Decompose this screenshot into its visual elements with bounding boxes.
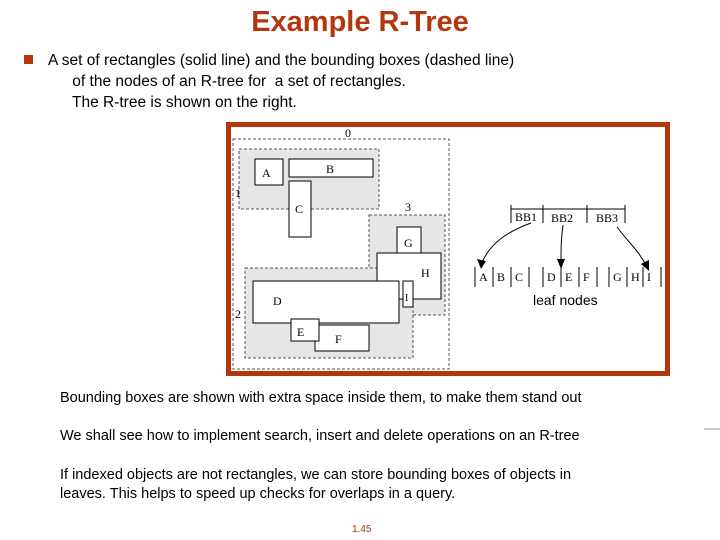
leaf-entry-g: G bbox=[613, 270, 622, 284]
bullet-line: of the nodes of an R-tree for a set of rectangles. bbox=[68, 73, 406, 90]
rect-b-label: B bbox=[326, 162, 335, 176]
bounding-box-0-label: 0 bbox=[345, 127, 351, 140]
rtree-diagram bbox=[231, 127, 665, 371]
note-operations bbox=[60, 427, 580, 446]
note-non-rectangles bbox=[60, 466, 571, 504]
bullet-icon bbox=[24, 55, 33, 64]
arrow-head-bb1 bbox=[477, 259, 486, 269]
slide-title: Example R-Tree bbox=[251, 6, 469, 38]
leaf-entry-b: B bbox=[497, 270, 506, 284]
rect-i-label: I bbox=[405, 293, 409, 304]
bullet-line: A set of rectangles (solid line) and the bounding boxes (dashed line) bbox=[48, 52, 515, 69]
note-line: Bounding boxes are shown with extra space inside them, to make them stand out bbox=[60, 390, 582, 406]
root-entry-bb2: BB2 bbox=[551, 211, 574, 225]
rect-e bbox=[291, 319, 319, 341]
leaf-entry-d: D bbox=[547, 270, 556, 284]
leaf-entry-c: C bbox=[515, 270, 524, 284]
note-line: If indexed objects are not rectangles, we can store bounding boxes of objects in bbox=[60, 467, 572, 483]
leaf-node-2 bbox=[543, 267, 597, 287]
leaf-entry-h: H bbox=[631, 270, 640, 284]
leaf-entry-i: I bbox=[647, 270, 651, 284]
note-bounding-boxes bbox=[60, 389, 582, 408]
rect-f bbox=[315, 325, 369, 351]
note-line: We shall see how to implement search, insert and delete operations on an R-tree bbox=[60, 428, 580, 444]
tree-root-node bbox=[511, 205, 625, 225]
leaf-node-1 bbox=[475, 267, 529, 287]
leaf-entry-e: E bbox=[565, 270, 573, 284]
bounding-box-3-label: 3 bbox=[405, 200, 411, 214]
leaf-node-3 bbox=[609, 267, 661, 287]
root-entry-bb1: BB1 bbox=[515, 210, 538, 224]
rect-a-label: A bbox=[262, 166, 271, 180]
rect-f-label: F bbox=[335, 332, 342, 346]
leaf-entry-f: F bbox=[583, 270, 590, 284]
rect-d-label: D bbox=[273, 294, 282, 308]
rect-c-label: C bbox=[295, 202, 304, 216]
bullet-line: The R-tree is shown on the right. bbox=[72, 94, 297, 111]
slide-number: 1.45 bbox=[352, 524, 372, 535]
leaf-entry-a: A bbox=[479, 270, 488, 284]
rtree-figure bbox=[226, 122, 670, 376]
bounding-box-2-label: 2 bbox=[235, 307, 241, 321]
rect-e-label: E bbox=[297, 325, 305, 339]
bounding-box-1-label: 1 bbox=[235, 186, 241, 200]
leaf-nodes-caption: leaf nodes bbox=[533, 292, 598, 308]
rect-g-label: G bbox=[404, 236, 413, 250]
edge-mark bbox=[704, 428, 720, 430]
root-entry-bb3: BB3 bbox=[596, 211, 619, 225]
rect-h-label: H bbox=[421, 266, 430, 280]
bullet-text bbox=[48, 50, 514, 113]
note-line: leaves. This helps to speed up checks for overlaps in a query. bbox=[60, 486, 456, 502]
